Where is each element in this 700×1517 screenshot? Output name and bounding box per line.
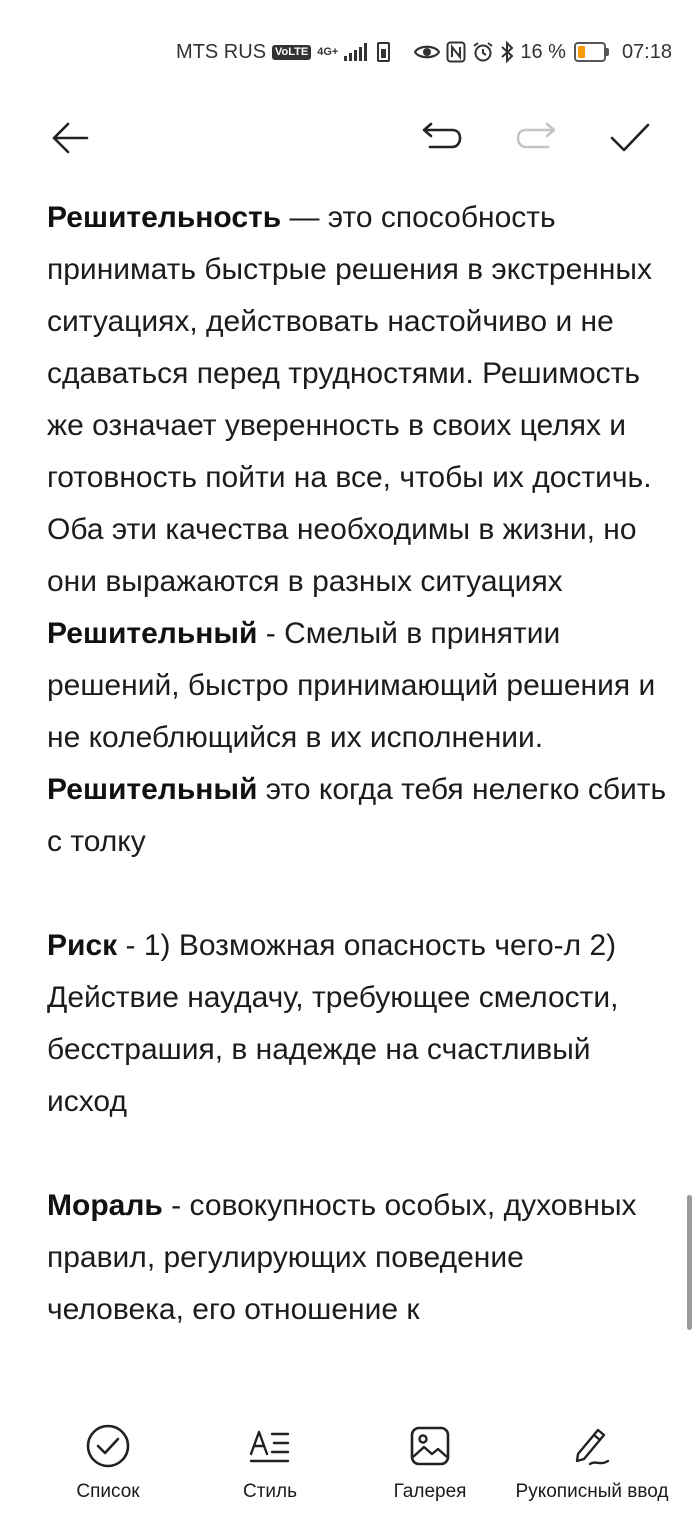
note-text: - Смелый в принятии решений, быстро принимающий решения и не колеблющийся в их исполнении. bbox=[47, 617, 656, 754]
text-style-icon bbox=[248, 1423, 292, 1469]
network-type: 4G+ bbox=[317, 45, 339, 58]
note-paragraph bbox=[47, 192, 667, 608]
gallery-label: Галерея bbox=[393, 1481, 467, 1502]
save-button[interactable] bbox=[600, 108, 660, 168]
battery-level bbox=[578, 46, 585, 58]
sim-battery-icon bbox=[377, 42, 390, 62]
handwriting-label: Рукописный ввод bbox=[515, 1481, 669, 1502]
back-button[interactable] bbox=[40, 108, 100, 168]
battery-icon bbox=[574, 42, 606, 62]
status-bar bbox=[176, 30, 672, 74]
text-style-button[interactable] bbox=[220, 1423, 320, 1503]
note-term: Решительный bbox=[47, 773, 258, 806]
note-paragraph bbox=[47, 920, 667, 1128]
signal-icon bbox=[344, 43, 367, 61]
battery-percent: 16 % bbox=[520, 40, 566, 63]
bluetooth-icon bbox=[500, 41, 514, 63]
editor-toolbar bbox=[0, 108, 700, 168]
note-term: Решительность bbox=[47, 201, 282, 234]
note-term: Решительный bbox=[47, 617, 258, 650]
text-style-label: Стиль bbox=[242, 1481, 298, 1502]
handwriting-pen-icon bbox=[570, 1423, 614, 1469]
blank-line bbox=[47, 868, 667, 920]
checkmark-icon bbox=[609, 121, 651, 155]
gallery-button[interactable] bbox=[380, 1423, 480, 1503]
note-body[interactable] bbox=[47, 192, 667, 1405]
note-term: Риск bbox=[47, 929, 118, 962]
undo-button[interactable] bbox=[412, 108, 472, 168]
bottom-toolbar bbox=[0, 1405, 700, 1517]
nfc-icon bbox=[446, 41, 466, 63]
clock: 07:18 bbox=[621, 40, 672, 63]
note-paragraph bbox=[47, 608, 667, 764]
note-text: - 1) Возможная опасность чего-л 2) Действие наудачу, требующее смелости, бесстрашия, в надежде на счастливый исход bbox=[47, 929, 619, 1118]
checklist-label: Список bbox=[76, 1481, 140, 1502]
blank-line bbox=[47, 1128, 667, 1180]
redo-button[interactable] bbox=[506, 108, 566, 168]
gallery-icon bbox=[409, 1423, 451, 1469]
eye-icon bbox=[414, 43, 440, 61]
note-paragraph bbox=[47, 1180, 667, 1336]
note-term: Мораль bbox=[47, 1189, 163, 1222]
scrollbar[interactable] bbox=[687, 1195, 692, 1330]
note-text: - совокупность особых, духовных правил, регулирующих поведение человека, его отношение к bbox=[47, 1189, 637, 1326]
undo-icon bbox=[420, 120, 464, 156]
checklist-icon bbox=[85, 1423, 131, 1469]
note-paragraph bbox=[47, 764, 667, 868]
back-arrow-icon bbox=[50, 118, 90, 158]
alarm-icon bbox=[472, 41, 494, 63]
handwriting-button[interactable] bbox=[512, 1423, 672, 1503]
redo-icon bbox=[514, 120, 558, 156]
checklist-button[interactable] bbox=[58, 1423, 158, 1503]
note-text: это когда тебя нелегко сбить с толку bbox=[47, 773, 667, 858]
carrier-name: MTS RUS bbox=[176, 40, 267, 63]
volte-icon: VoLTE bbox=[272, 45, 311, 60]
note-text: — это способность принимать быстрые решения в экстренных ситуациях, действовать настойчиво и не сдаваться перед трудностями. Решимость же означает уверенность в своих целях и готовность пойти на все, чтобы их достичь. Оба эти качества необходимы в жизни, но они выражаются в разных ситуациях bbox=[47, 201, 652, 598]
